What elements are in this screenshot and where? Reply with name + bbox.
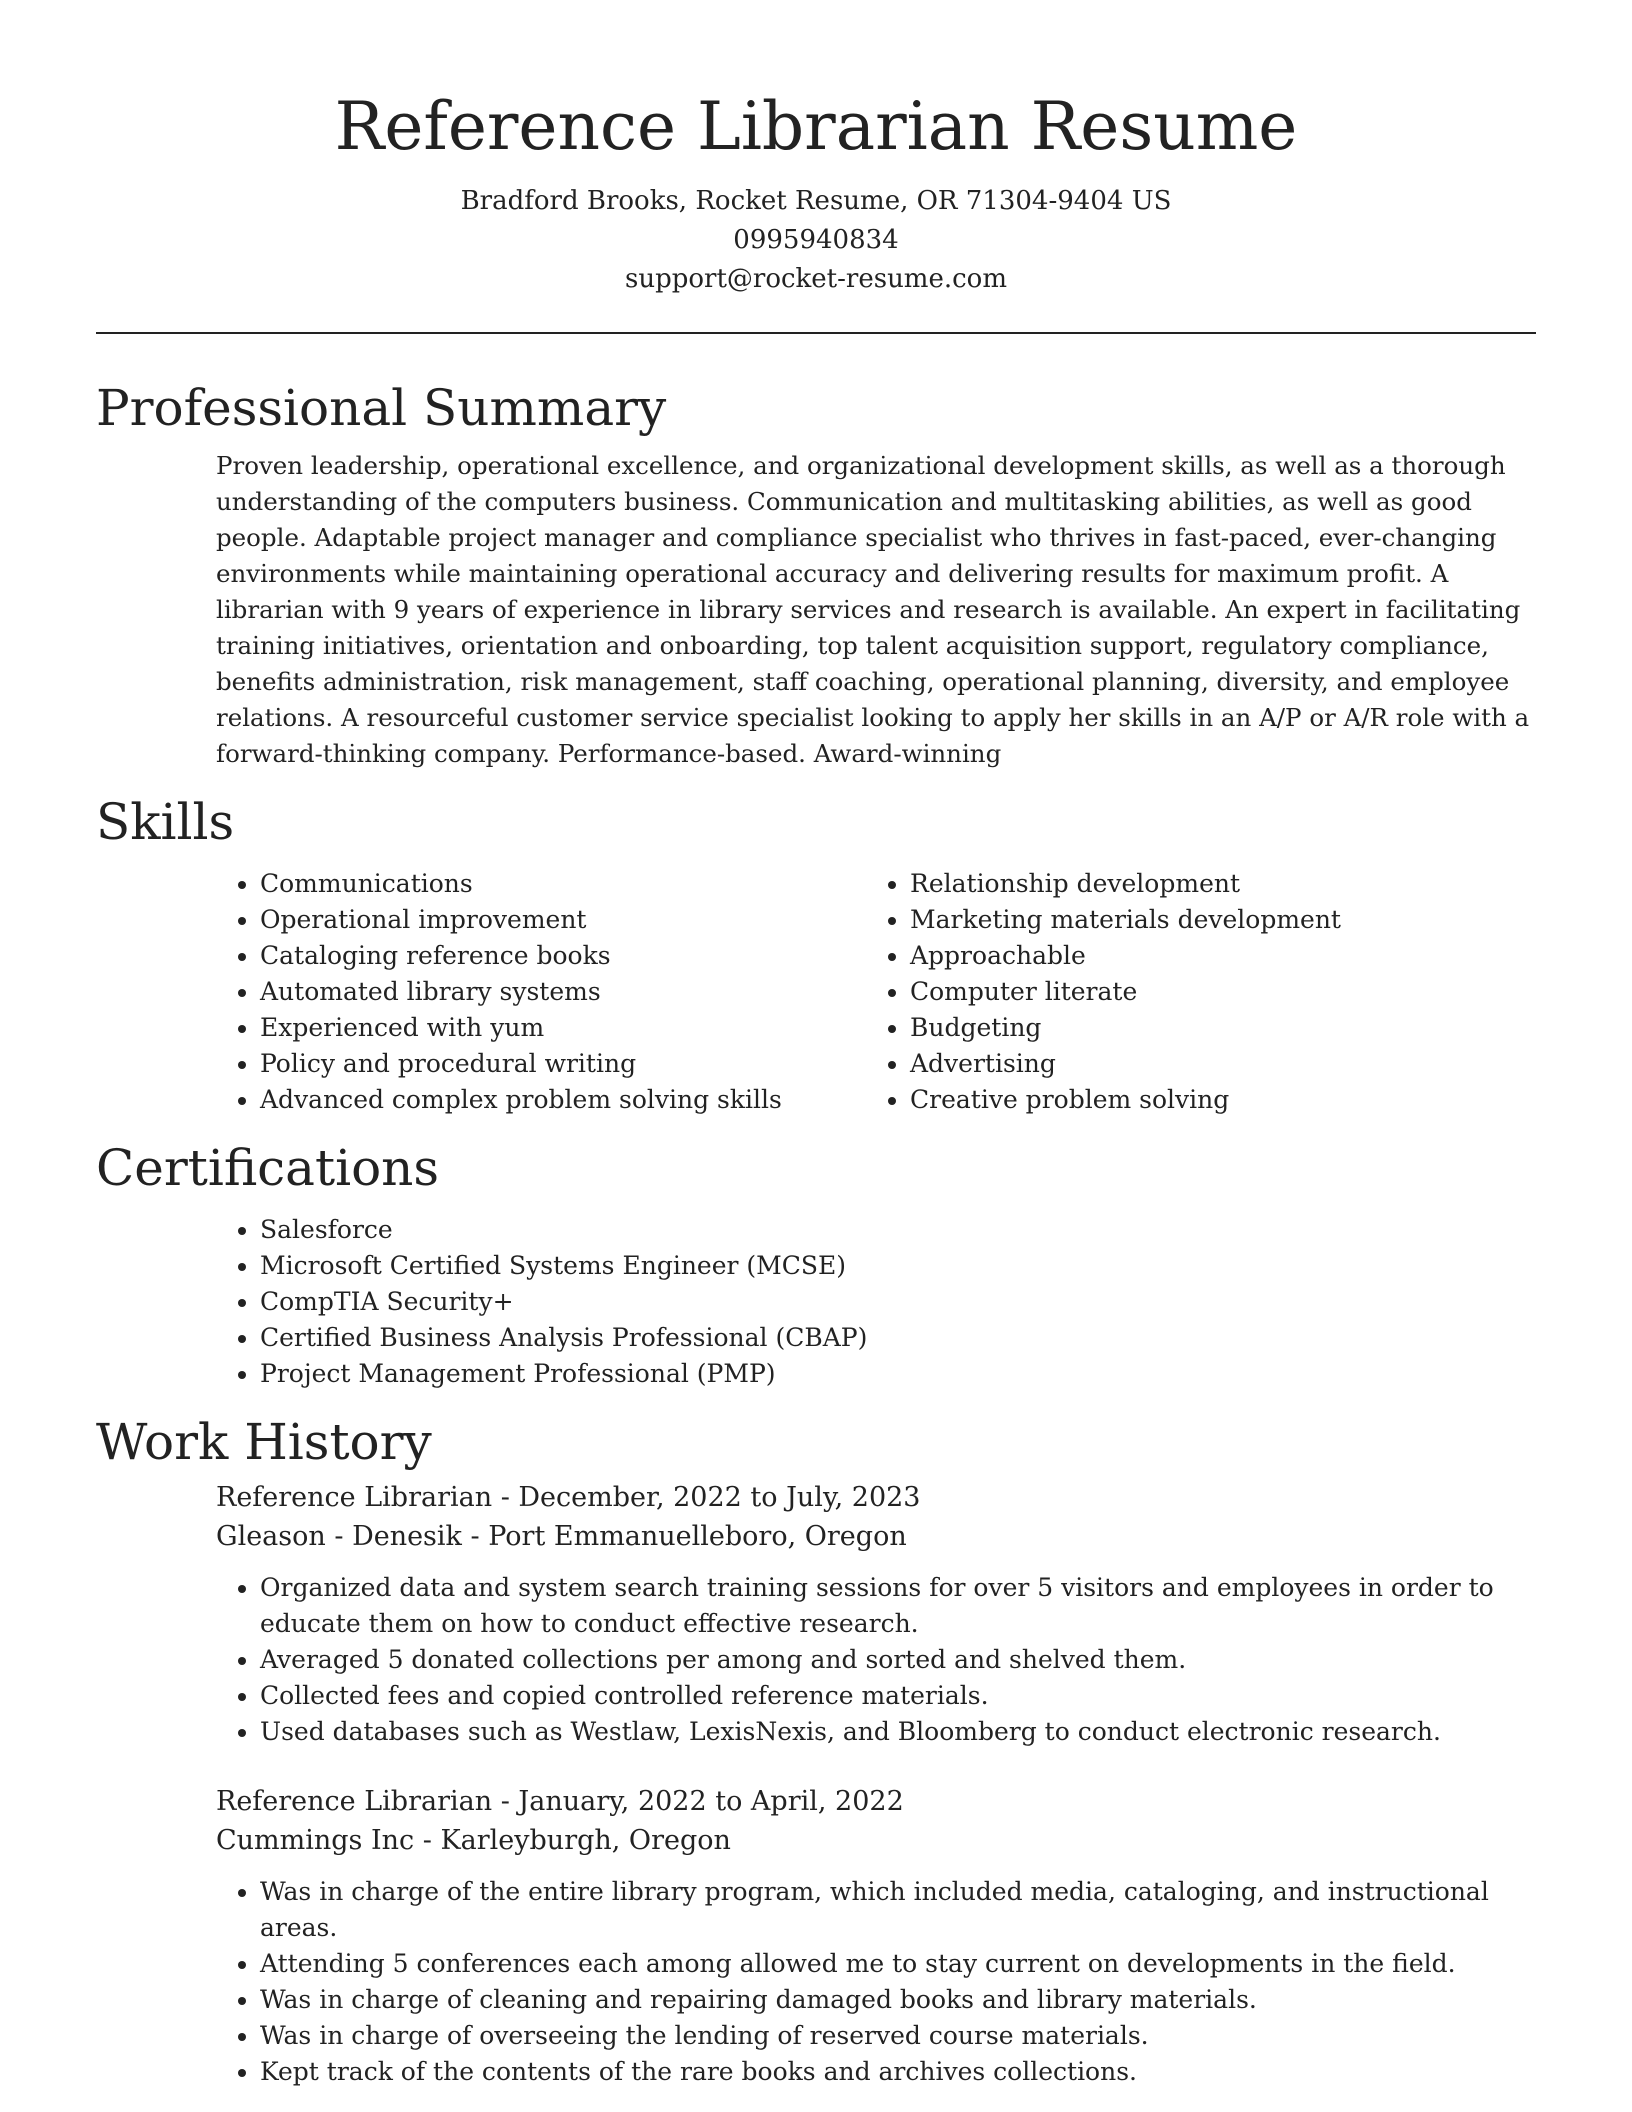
job-title-line [216, 1782, 1536, 1821]
skills-column-right [866, 866, 1516, 1118]
certifications-section [216, 1212, 1536, 1392]
certification-item: • Certified Business Analysis Professional (CBAP) [260, 1320, 1536, 1356]
skill-item: • Marketing materials development [910, 902, 1516, 938]
skill-item: • Relationship development [910, 866, 1516, 902]
job-title-line [216, 1478, 1536, 1517]
job-dates: - December, 2022 to July, 2023 [492, 1482, 921, 1513]
work-history-section [216, 1478, 1536, 2090]
skill-item: • Policy and procedural writing [260, 1046, 866, 1082]
job-location: - Port Emmanuelleboro, Oregon [461, 1521, 907, 1552]
job-bullet: • Used databases such as Westlaw, LexisNexis, and Bloomberg to conduct electronic research. [260, 1714, 1536, 1750]
skill-item: • Automated library systems [260, 974, 866, 1010]
resume-title: Reference Librarian Resume [334, 88, 1298, 165]
skill-item: • Computer literate [910, 974, 1516, 1010]
job-bullet: • Was in charge of the entire library program, which included media, cataloging, and instructional areas. [260, 1874, 1536, 1946]
work-history-heading: Work History [96, 1413, 432, 1471]
job-entry [216, 1782, 1536, 2090]
contact-block [96, 182, 1536, 299]
certification-item: • CompTIA Security+ [260, 1284, 1536, 1320]
job-title: Reference Librarian [216, 1786, 493, 1817]
job-dates: - January, 2022 to April, 2022 [492, 1786, 904, 1817]
job-entry [216, 1478, 1536, 1750]
job-company: Gleason - Denesik [216, 1521, 462, 1552]
job-location: - Karleyburgh, Oregon [414, 1825, 731, 1856]
skill-item: • Operational improvement [260, 902, 866, 938]
job-bullet: • Attending 5 conferences each among allowed me to stay current on developments in the field. [260, 1946, 1536, 1982]
skill-item: • Creative problem solving [910, 1082, 1516, 1118]
contact-email: support@rocket-resume.com [624, 264, 1007, 294]
resume-page [96, 0, 1536, 2090]
skills-heading: Skills [96, 793, 235, 851]
skill-item: • Cataloging reference books [260, 938, 866, 974]
job-bullet: • Kept track of the contents of the rare books and archives collections. [260, 2054, 1536, 2090]
job-bullet: • Averaged 5 donated collections per among and sorted and shelved them. [260, 1642, 1536, 1678]
certification-item: • Microsoft Certified Systems Engineer (MCSE) [260, 1248, 1536, 1284]
skill-item: • Experienced with yum [260, 1010, 866, 1046]
resume-header [96, 0, 1536, 299]
skill-item: • Communications [260, 866, 866, 902]
skill-item: • Approachable [910, 938, 1516, 974]
job-bullet: • Was in charge of cleaning and repairing damaged books and library materials. [260, 1982, 1536, 2018]
certifications-list [216, 1212, 1536, 1392]
header-divider [96, 332, 1536, 334]
summary-text: Proven leadership, operational excellence, and organizational development skills, as well as a thorough understanding of the computers business. Communication and multitasking abilities, as well as good people. Adaptable project manager and compliance specialist who thrives in fast-paced, ever-changing environments while maintaining operational accuracy and delivering results for maximum profit. A librarian with 9 years of experience in library services and research is available. An expert in facilitating training initiatives, orientation and onboarding, top talent acquisition support, regulatory compliance, benefits administration, risk management, staff coaching, operational planning, diversity, and employee relations. A resourceful customer service specialist looking to apply her skills in an A/P or A/R role with a forward-thinking company. Performance-based. Award-winning [216, 451, 1530, 768]
job-bullet: • Collected fees and copied controlled reference materials. [260, 1678, 1536, 1714]
job-bullets [216, 1874, 1536, 2090]
job-company: Cummings Inc [216, 1825, 415, 1856]
job-bullet: • Was in charge of overseeing the lending of reserved course materials. [260, 2018, 1536, 2054]
skills-list-right [866, 866, 1516, 1118]
certification-item: • Salesforce [260, 1212, 1536, 1248]
certification-item: • Project Management Professional (PMP) [260, 1356, 1536, 1392]
job-title: Reference Librarian [216, 1482, 493, 1513]
job-bullets [216, 1570, 1536, 1750]
job-company-line [216, 1821, 1536, 1860]
job-company-line [216, 1517, 1536, 1556]
contact-phone: 0995940834 [733, 225, 899, 255]
skill-item: • Budgeting [910, 1010, 1516, 1046]
skills-list-left [216, 866, 866, 1118]
contact-address: Bradford Brooks, Rocket Resume, OR 71304-9404 US [460, 186, 1172, 216]
skill-item: • Advanced complex problem solving skills [260, 1082, 866, 1118]
skill-item: • Advertising [910, 1046, 1516, 1082]
skills-section [216, 866, 1536, 1118]
summary-section [216, 448, 1536, 772]
certifications-heading: Certifications [96, 1139, 440, 1197]
job-bullet: • Organized data and system search training sessions for over 5 visitors and employees in order to educate them on how to conduct effective research. [260, 1570, 1536, 1642]
summary-heading: Professional Summary [96, 379, 667, 437]
skills-column-left [216, 866, 866, 1118]
